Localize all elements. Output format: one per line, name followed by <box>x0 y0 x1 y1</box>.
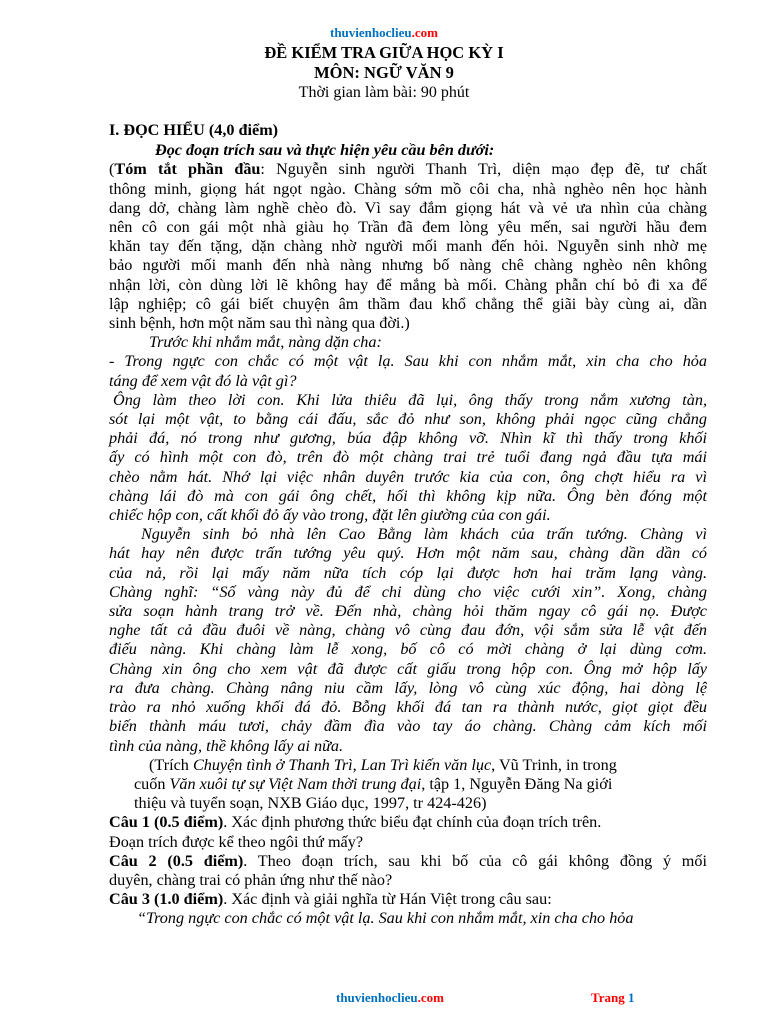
footer-site-link[interactable] <box>336 990 444 1006</box>
passage-block <box>109 333 707 755</box>
question-1 <box>109 813 707 851</box>
passage-line: Ông làm theo lời con. Khi lửa thiêu đã lụi, ông thấy trong nắm xương tàn, <box>113 390 707 409</box>
passage-line: biến thành máu tươi, chảy đầm đìa vào tay áo chàng. Chàng cảm kích mối <box>109 717 707 736</box>
source-book: Văn xuôi tự sự Việt Nam thời trung đại <box>169 774 422 793</box>
passage-line: chàng lái đò mà con gái ông chết, hối thì không kịp nữa. Ông bèn đóng một <box>109 486 707 505</box>
section-heading: I. ĐỌC HIỂU (4,0 điểm) <box>109 121 279 139</box>
source-citation <box>109 756 707 814</box>
page-number <box>591 990 634 1006</box>
source-line: cuốn Văn xuôi tự sự Việt Nam thời trung đại, tập 1, Nguyễn Đăng Na giới <box>134 774 613 793</box>
section-instruction: Đọc đoạn trích sau và thực hiện yêu cầu bên dưới: <box>155 141 495 160</box>
passage-line: chiếc hộp con, cất khối đỏ ấy vào trong, đặt lên giường của con gái. <box>109 506 551 525</box>
question-2 <box>109 852 707 890</box>
site-name: thuvienhoclieu <box>330 25 412 40</box>
summary-line: sinh bệnh, hơn một năm sau thì nàng qua đời.) <box>109 314 410 333</box>
passage-line: ra đưa chàng. Chàng nâng niu cầm lấy, lòng vô cùng xúc động, hai dòng lệ <box>109 678 707 697</box>
question-line: Câu 1 (0.5 điểm). Xác định phương thức biểu đạt chính của đoạn trích trên. <box>109 813 602 832</box>
exam-time: Thời gian làm bài: 90 phút <box>298 84 470 101</box>
passage-line: điếu nàng. Khi chàng làm lễ xong, bố cô có mời chàng ở lại dùng cơm. <box>109 640 707 659</box>
summary-line: nên cô con gái một nhà giàu họ Trần đã đem lòng yêu mến, sai người hầu đem <box>109 218 707 237</box>
passage-line: sửa soạn hành trang trở về. Đến nhà, chàng hỏi thăm ngay cô gái nọ. Được <box>109 602 707 621</box>
page-value: 1 <box>627 990 635 1005</box>
summary-line: nhận lời, còn dùng lời lẽ không hay để mắng bà mối. Chàng phẫn chí bỏ đi xa để <box>109 275 707 294</box>
question-line: Câu 3 (1.0 điểm). Xác định và giải nghĩa từ Hán Việt trong câu sau: <box>109 890 552 909</box>
passage-line: chèo nằm hát. Nhớ lại việc nhân duyên trước kia của con, ông chợt hiểu ra vì <box>109 467 707 486</box>
summary-line: bảo người mối manh đến nhà nàng nhưng bố nàng chê chàng nghèo nên không <box>109 256 707 275</box>
question-label: Câu 2 (0.5 điểm) <box>109 851 244 870</box>
question-label: Câu 3 (1.0 điểm) <box>109 890 224 909</box>
passage-line: Chàng xin ông cho xem vật đã được cất giấu trong hộp con. Ông mở hộp lấy <box>109 659 707 678</box>
question-3 <box>109 890 707 928</box>
question-label: Câu 1 (0.5 điểm) <box>109 813 224 832</box>
exam-title: ĐỀ KIỂM TRA GIỮA HỌC KỲ I <box>264 43 504 62</box>
passage-line: của nả, rồi lại mấy năm nữa tích cóp lại được hơn hai trăm lạng vàng. <box>109 563 707 582</box>
page-label: Trang <box>591 990 628 1005</box>
passage-line: sót lại một vật, to bằng cái đấu, sắc đỏ như son, không phải ngọc cũng chẳng <box>109 410 707 429</box>
summary-line: (Tóm tắt phần đầu: Nguyễn sinh người Thanh Trì, diện mạo đẹp đẽ, tư chất <box>109 160 707 179</box>
question-line: Đoạn trích được kể theo ngôi thứ mấy? <box>109 832 364 851</box>
summary-line: thông minh, giọng hát ngọt ngào. Chàng sớm mồ côi cha, nhà nghèo nên học hành <box>109 179 707 198</box>
passage-line: trào ra nhỏ xuống khối đá đỏ. Bỗng khối đá tan ra thành nước, giọt giọt đều <box>109 698 707 717</box>
site-domain: .com <box>411 25 438 40</box>
passage-intro: Trước khi nhắm mắt, nàng dặn cha: <box>149 333 382 352</box>
passage-line: Chàng nghĩ: “Số vàng này đủ để chi dùng cho việc cưới xin”. Xong, chàng <box>109 582 707 601</box>
summary-block <box>109 160 707 333</box>
summary-line: lập nghiệp; cô gái biết chuyện âm thầm đau khổ chẳng thể giãi bày cùng ai, dần <box>109 294 707 313</box>
passage-line: ấy có hình một con đò, trên đò một chàng trai trẻ tuổi đang ngả đầu tựa mái <box>109 448 707 467</box>
summary-line: dang dở, chàng làm nghề chèo đò. Vì say đắm giọng hát và vẻ ưa nhìn của chàng <box>109 198 707 217</box>
footer-site-domain: .com <box>417 990 444 1005</box>
question-line: Câu 2 (0.5 điểm). Theo đoạn trích, sau khi bố của cô gái không đồng ý mối <box>109 851 707 870</box>
exam-content <box>109 121 707 929</box>
passage-line: hát hay nên được trấn tướng yêu quý. Hơn một năm sau, chàng dần dần có <box>109 544 707 563</box>
question-quote: “Trong ngực con chắc có một vật lạ. Sau khi con nhắm mắt, xin cha cho hỏa <box>137 909 634 928</box>
summary-line: khăn tay đến tặng, dặn chàng nhờ người mối manh đến hỏi. Nguyễn sinh nhờ mẹ <box>109 237 707 256</box>
passage-line: táng để xem vật đó là vật gì? <box>109 371 297 390</box>
summary-label: Tóm tắt phần đầu <box>114 160 261 179</box>
passage-line: phải đá, nó trong như gương, búa đập không vỡ. Nhìn kĩ thì thấy trong khối <box>109 429 707 448</box>
passage-line: tình của nàng, thề không lấy ai nữa. <box>109 736 344 755</box>
source-line: (Trích Chuyện tình ở Thanh Trì, Lan Trì kiến văn lục, Vũ Trinh, in trong <box>149 755 617 774</box>
exam-subject: MÔN: NGỮ VĂN 9 <box>314 63 454 82</box>
passage-line: Nguyễn sinh bỏ nhà lên Cao Bằng làm khách của trấn tướng. Chàng vì <box>141 525 707 544</box>
source-work: Chuyện tình ở Thanh Trì, Lan Trì kiến văn lục <box>192 755 492 774</box>
passage-line: nghe tất cả đầu đuôi về nàng, chàng vô cùng đau đớn, vội sắm sửa lễ vật đến <box>109 621 707 640</box>
header-site-link[interactable] <box>0 25 768 41</box>
source-line: thiệu và tuyển soạn, NXB Giáo dục, 1997, tr 424-426) <box>134 794 487 813</box>
passage-line: - Trong ngực con chắc có một vật lạ. Sau khi con nhắm mắt, xin cha cho hỏa <box>109 352 707 371</box>
question-line: duyên, chàng trai có phản ứng như thế nào? <box>109 870 393 889</box>
footer-site-name: thuvienhoclieu <box>336 990 418 1005</box>
